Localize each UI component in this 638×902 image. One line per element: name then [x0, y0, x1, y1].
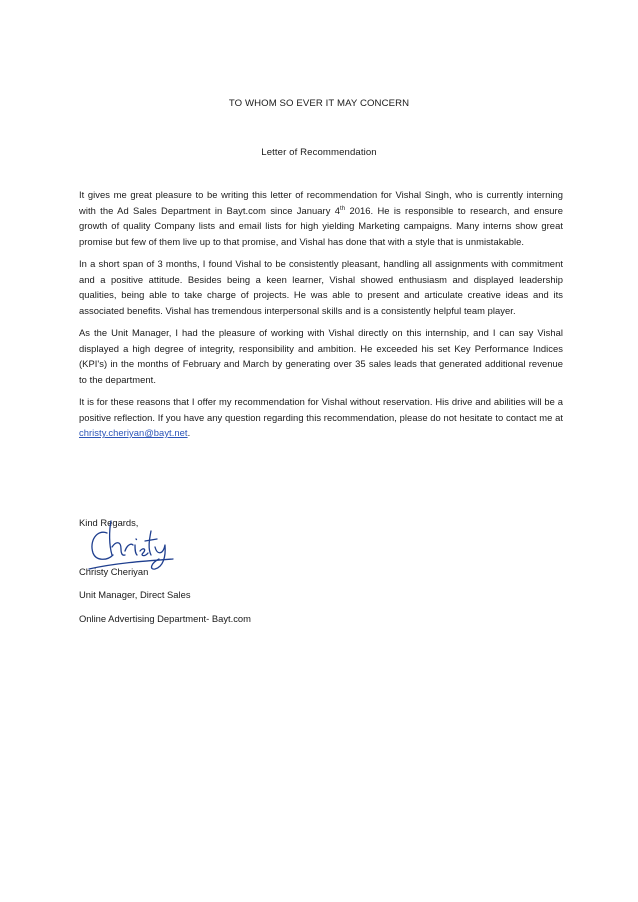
- contact-email-link[interactable]: christy.cheriyan@bayt.net: [79, 427, 188, 438]
- paragraph-achievements: As the Unit Manager, I had the pleasure of working with Vishal directly on this internship, and I can say Vishal displayed a high degree of integrity, responsibility and ambition. He exceeded his set Key Performance Indices (KPI's) in the months of February and March by generating over 35 sales leads that generated additional revenue to the department.: [79, 327, 563, 385]
- paragraph-closing: [79, 394, 563, 441]
- addressee-heading: TO WHOM SO EVER IT MAY CONCERN: [228, 98, 410, 109]
- closing-salutation: Kind Regards,: [79, 517, 139, 528]
- paragraph-performance: In a short span of 3 months, I found Vishal to be consistently pleasant, handling all assignments with commitment and a positive attitude. Besides being a keen learner, Vishal showed enthusiasm and displayed leadership qualities, being able to take charge of projects. He was able to present and articulate creative ideas and its associated benefits. Vishal has tremendous interpersonal skills and is a consistently helpful team player.: [79, 258, 563, 316]
- signer-name: Christy Cheriyan: [79, 566, 149, 577]
- letter-subject: Letter of Recommendation: [261, 147, 377, 158]
- signer-title: Unit Manager, Direct Sales: [79, 589, 191, 600]
- paragraph-closing-text: It is for these reasons that I offer my recommendation for Vishal without reservation. His drive and abilities will be a positive reflection. If you have any question regarding this recommendation, please do not hesitate to contact me at: [79, 396, 563, 423]
- paragraph-closing-end: .: [187, 427, 191, 438]
- date-ordinal-suffix: th: [340, 205, 346, 212]
- signer-department: Online Advertising Department- Bayt.com: [79, 613, 251, 624]
- paragraph-intro-continued: 2016. He is responsible to research, and ensure growth of quality Company lists and email lists for high yielding Marketing campaigns. Many interns show great promise but few of them live up to that promise, and Vishal has done that with a style that is unmistakable.: [79, 204, 563, 247]
- letter-body: [79, 187, 563, 448]
- paragraph-intro-text: It gives me great pleasure to be writing this letter of recommendation for Vishal Singh, who is currently interning with the Ad Sales Department in Bayt.com since January 4: [79, 189, 563, 216]
- handwritten-signature: [85, 511, 175, 573]
- paragraph-intro: [79, 187, 563, 249]
